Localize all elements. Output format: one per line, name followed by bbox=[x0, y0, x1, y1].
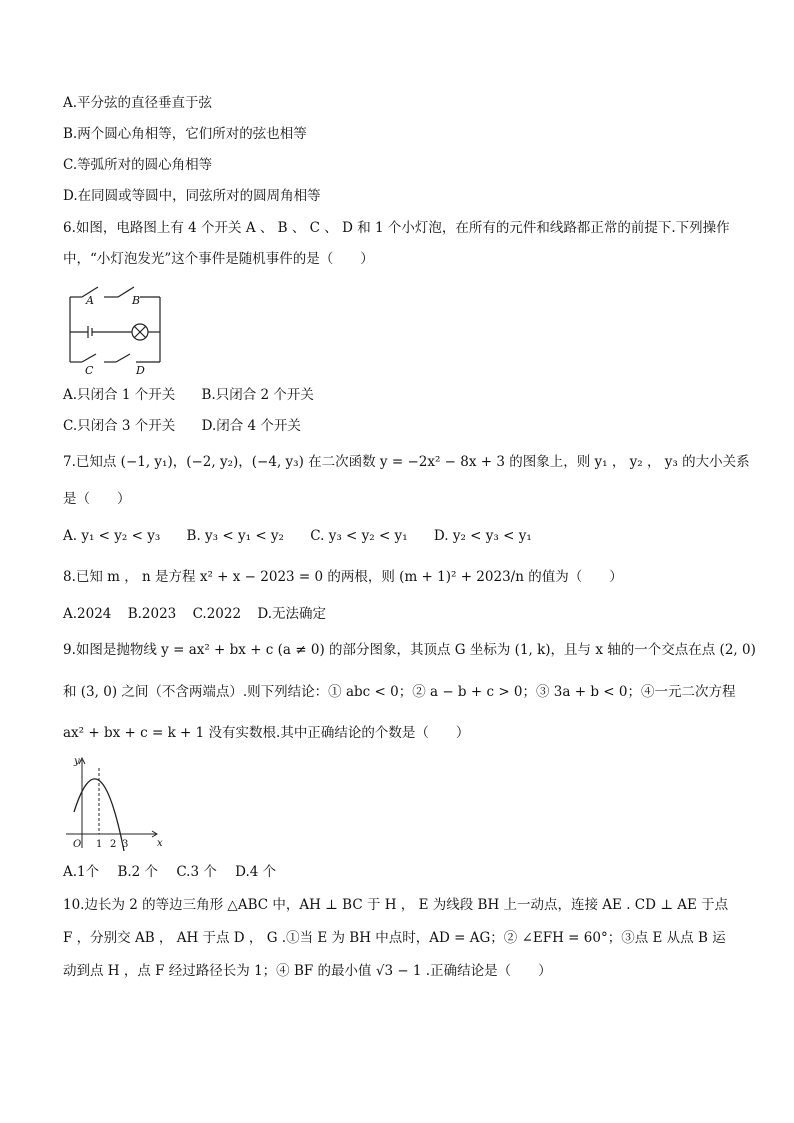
q6-option-d: D.闭合 4 个开关 bbox=[201, 418, 301, 434]
q5-option-d: D.在同圆或等圆中，同弦所对的圆周角相等 bbox=[63, 188, 321, 204]
q9-option-d: D.4 个 bbox=[235, 864, 277, 880]
q9-option-a: A.1个 bbox=[63, 864, 100, 880]
q9-stem-line2: 和 (3, 0) 之间（不含两端点）.则下列结论：① abc < 0；② a − b + c > 0；③ 3a + b < 0；④一元二次方程 bbox=[63, 684, 736, 700]
q6-option-c: C.只闭合 3 个开关 bbox=[63, 418, 176, 434]
label-a: A bbox=[86, 294, 94, 307]
q8-stem: 8.已知 m ， n 是方程 x² + x − 2023 = 0 的两根，则 (m + 1)² + 2023/n 的值为（ ） bbox=[63, 569, 623, 585]
q9-options bbox=[63, 863, 298, 881]
label-c: C bbox=[85, 364, 94, 374]
q8-option-d: D.无法确定 bbox=[257, 606, 327, 622]
q7-options bbox=[63, 527, 554, 545]
q5-option-c: C.等弧所对的圆心角相等 bbox=[63, 157, 213, 173]
tick-2-label: 2 bbox=[110, 839, 117, 850]
q6-options-row2 bbox=[63, 417, 323, 435]
circuit-diagram bbox=[60, 282, 180, 374]
label-d: D bbox=[136, 364, 145, 374]
y-axis-label: y bbox=[74, 756, 80, 767]
q6-options-row1 bbox=[63, 386, 336, 404]
tick-3-label: 3 bbox=[122, 839, 129, 850]
q6-option-a: A.只闭合 1 个开关 bbox=[63, 387, 176, 403]
switch-c bbox=[82, 354, 96, 362]
parabola-graph bbox=[62, 752, 174, 852]
q9-stem-line3: ax² + bx + c = k + 1 没有实数根.其中正确结论的个数是（ ） bbox=[63, 725, 470, 741]
q6-option-b: B.只闭合 2 个开关 bbox=[201, 387, 314, 403]
switch-d bbox=[116, 354, 130, 362]
q5-option-a: A.平分弦的直径垂直于弦 bbox=[63, 95, 213, 111]
q9-option-b: B.2 个 bbox=[117, 864, 159, 880]
q9-option-c: C.3 个 bbox=[176, 864, 217, 880]
origin-label: O bbox=[73, 839, 82, 850]
q10-stem-line2: F ，分别交 AB ， AH 于点 D ， G .①当 E 为 BH 中点时，AD = AG；② ∠EFH = 60°；③点 E 从点 B 运 bbox=[63, 930, 726, 946]
q8-options bbox=[63, 605, 348, 623]
q6-stem-line2: 中，“小灯泡发光”这个事件是随机事件的是（ ） bbox=[63, 251, 374, 267]
q7-option-d: D. y₂ < y₃ < y₁ bbox=[433, 528, 532, 544]
label-b: B bbox=[132, 294, 141, 307]
q6-stem-line1: 6.如图，电路图上有 4 个开关 A 、 B 、 C 、 D 和 1 个小灯泡，在所有的元件和线路都正常的前提下.下列操作 bbox=[63, 220, 730, 236]
q7-option-b: B. y₃ < y₁ < y₂ bbox=[186, 528, 284, 544]
q8-option-b: B.2023 bbox=[127, 606, 177, 622]
q7-stem-line2: 是（ ） bbox=[63, 491, 131, 507]
q10-stem-line3: 动到点 H ，点 F 经过路径长为 1；④ BF 的最小值 √3 − 1 .正确结论是（ ） bbox=[63, 963, 552, 979]
q10-stem-line1: 10.边长为 2 的等边三角形 △ABC 中，AH ⊥ BC 于 H ， E 为线段 BH 上一动点，连接 AE . CD ⊥ AE 于点 bbox=[63, 897, 729, 913]
q5-option-b: B.两个圆心角相等，它们所对的弦也相等 bbox=[63, 126, 307, 142]
q7-stem-line1: 7.已知点 (−1, y₁)，(−2, y₂)，(−4, y₃) 在二次函数 y = −2x² − 8x + 3 的图象上，则 y₁ ， y₂ ， y₃ 的大小关系 bbox=[63, 454, 750, 470]
q7-option-c: C. y₃ < y₂ < y₁ bbox=[310, 528, 408, 544]
q8-option-c: C.2022 bbox=[192, 606, 242, 622]
x-axis-label: x bbox=[157, 838, 163, 849]
q9-stem-line1: 9.如图是抛物线 y = ax² + bx + c (a ≠ 0) 的部分图象，其顶点 G 坐标为 (1, k)，且与 x 轴的一个交点在点 (2, 0) bbox=[63, 642, 756, 658]
q8-option-a: A.2024 bbox=[63, 606, 112, 622]
tick-1-label: 1 bbox=[96, 839, 103, 850]
q7-option-a: A. y₁ < y₂ < y₃ bbox=[63, 528, 161, 544]
